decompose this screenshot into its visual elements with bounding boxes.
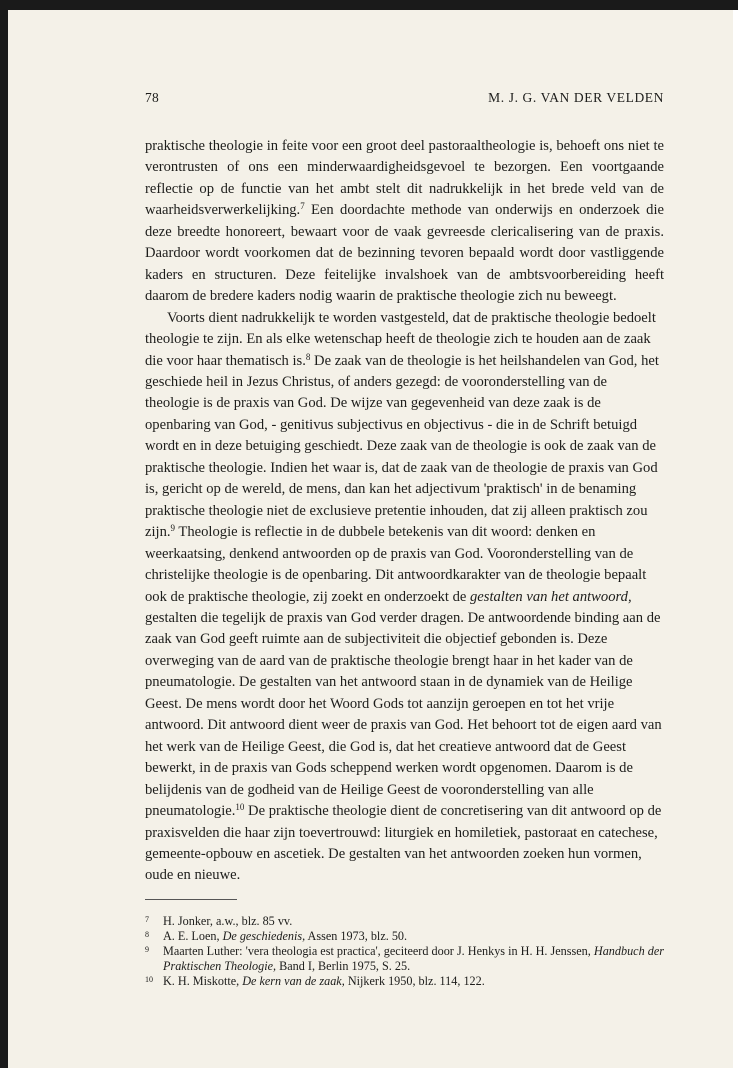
- footnote-7: 7 H. Jonker, a.w., blz. 85 vv.: [145, 913, 293, 928]
- page-number: 78: [145, 90, 160, 105]
- body-text: [145, 136, 664, 887]
- scan-border-top: [0, 0, 738, 10]
- paragraph-2: Voorts dient nadrukkelijk te worden vastgesteld, dat de praktische theologie bedoelt theologie te zijn. En als elke wetenschap heeft de theologie zich te houden aan de zaak die voor haar thematisch is.$^8$ De zaak van de theologie is het heilshandelen van God, het geschiede heil in Jezus Christus, of anders gezegd: de vooronderstelling van de theologie is de praxis van God. De wijze van gegevenheid van deze zaak is de openbaring van God, - genitivus subjectivus en objectivus - die in de Schrift betuigd wordt en in deze betuiging geschiedt. Deze zaak van de theologie is ook de zaak van de praktische theologie. Indien het waar is, dat de zaak van de theologie de praxis van God is, gericht op de wereld, de mens, dan kan het adjectivum 'praktisch' in de benaming praktische theologie niet de exclusieve pretentie inhouden, dat zij alleen praktisch zou zijn.$^9$ Theologie is reflectie in de dubbele betekenis van dit woord: denken en weerkaatsing, denkend antwoorden op de praxis van God. Vooronderstelling van de christelijke theologie is de openbaring. Dit antwoordkarakter van de theologie bepaalt ook de praktische theologie, zij zoekt en onderzoekt de gestalten van het antwoord, gestalten die tegelijk de praxis van God verder dragen. De antwoordende binding aan de zaak van God geeft ruimte aan de subjectiviteit die objectief gebonden is. Deze overweging van de aard van de praktische theologie brengt haar in het kader van de pneumatologie. De gestalten van het antwoord staan in de dynamiek van de Heilige Geest. De mens wordt door het Woord Gods tot aanzijn geroepen en tot het vrije antwoord. Dit antwoord dient weer de praxis van God. Het behoort tot de eigen aard van het werk van de Heilige Geest, die God is, dat het creatieve antwoord dat de Geest bewerkt, in de praxis van Gods scheppend werken wordt opgenomen. Daarom is de belijdenis van de godheid van de Heilige Geest de vooronderstelling van alle pneumatologie.$^{10}$ De praktische theologie dient de concretisering van dit antwoord op de praxisvelden die haar zijn toevertrouwd: liturgiek en homiletiek, pastoraat en catechese, gemeente-opbouw en ascetiek. De gestalten van het antwoorden zoeken hun vormen, oude en nieuwe.: [145, 309, 662, 884]
- footnote-ref-8[interactable]: 8: [305, 351, 311, 362]
- footnote-number: 7: [145, 914, 149, 924]
- footnote-divider: [145, 899, 237, 900]
- page-content: [145, 90, 664, 989]
- footnote-8: 8 A. E. Loen, De geschiedenis, Assen 1973, blz. 50.: [145, 928, 408, 943]
- footnote-number: 8: [145, 929, 149, 939]
- running-head-author: M. J. G. VAN DER VELDEN: [488, 90, 664, 105]
- footnote-10: 10 K. H. Miskotte, De kern van de zaak, Nijkerk 1950, blz. 114, 122.: [145, 973, 485, 988]
- footnote-9: 9 Maarten Luther: 'vera theologia est practica', geciteerd door J. Henkys in H. H. Jenssen, Handbuch der Praktischen Theologie, Band I, Berlin 1975, S. 25.: [145, 943, 664, 973]
- footnote-number: 10: [145, 974, 153, 984]
- paragraph-1: praktische theologie in feite voor een groot deel pastoraaltheologie is, behoeft ons niet te verontrusten of ons een minderwaardigheidsgevoel te bezorgen. Een voortgaande reflectie op de functie van het ambt stelt dit nadrukkelijk in het brede veld van de waarheidsverwerkelijking.$^7$ Een doordachte methode van onderwijs en onderzoek die deze breedte honoreert, bewaart voor de vaak gevreesde clericalisering van de praxis. Daardoor wordt voorkomen dat de bezinning tevoren bepaald wordt door vastliggende kaders en structuren. Deze feitelijke invalshoek van de ambtsvoorbereiding heeft daarom de bredere kaders nodig waarin de praktische theologie zich nu beweegt.: [145, 138, 664, 305]
- footnote-ref-9[interactable]: 9: [170, 523, 176, 534]
- footnote-ref-7[interactable]: 7: [300, 201, 305, 212]
- footnotes: [145, 914, 664, 989]
- running-head: [145, 90, 664, 110]
- footnote-ref-10[interactable]: 10: [235, 802, 245, 813]
- footnote-number: 9: [145, 944, 149, 954]
- book-page: [8, 10, 733, 1068]
- emphasis-gestalten: gestalten van het antwoord,: [470, 588, 632, 605]
- scan-border-left: [0, 0, 8, 1068]
